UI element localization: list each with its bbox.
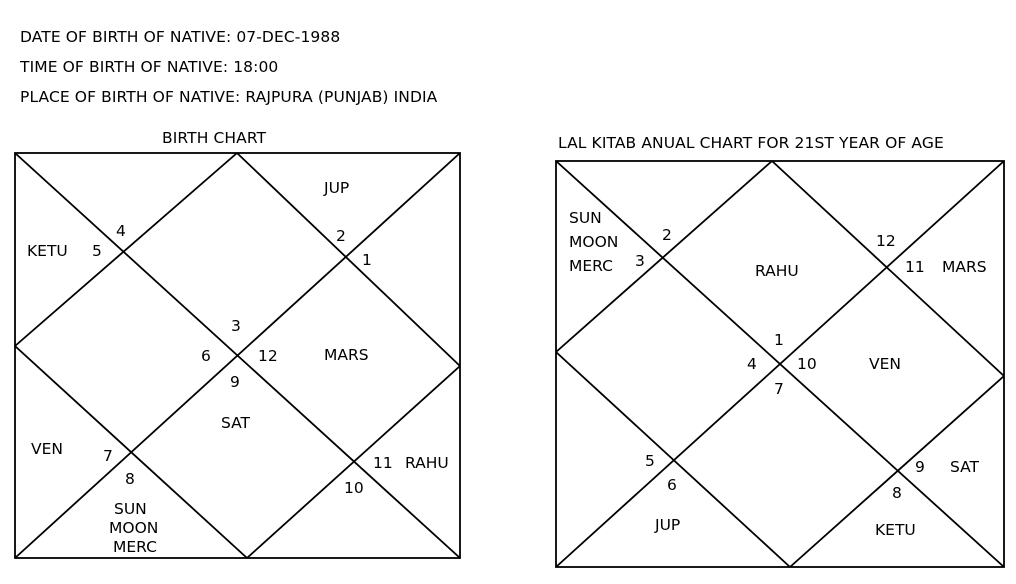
house-number: 12 — [258, 347, 278, 365]
annual-chart-grid — [556, 161, 1004, 567]
planet-label: SAT — [950, 458, 979, 476]
house-number: 10 — [797, 355, 817, 373]
house-number: 6 — [667, 476, 677, 494]
house-number: 4 — [116, 222, 126, 240]
house-number: 7 — [103, 447, 113, 465]
date-of-birth-line: DATE OF BIRTH OF NATIVE: 07-DEC-1988 — [20, 28, 341, 46]
planet-label: KETU — [27, 242, 68, 260]
house-number: 4 — [747, 355, 757, 373]
house-number: 9 — [915, 458, 925, 476]
planet-label: RAHU — [755, 262, 799, 280]
planet-label: MERC — [569, 257, 613, 275]
house-number: 11 — [373, 454, 393, 472]
house-number: 8 — [125, 470, 135, 488]
planet-label: KETU — [875, 521, 916, 539]
house-number: 1 — [362, 251, 372, 269]
house-number: 7 — [774, 380, 784, 398]
house-number: 9 — [230, 373, 240, 391]
birth-chart-title: BIRTH CHART — [162, 129, 267, 147]
planet-label: JUP — [655, 516, 681, 534]
planet-label: MOON — [109, 519, 159, 537]
planet-label: VEN — [31, 440, 63, 458]
birth-chart-grid — [15, 153, 460, 558]
planet-label: SUN — [569, 209, 602, 227]
house-number: 3 — [231, 317, 241, 335]
house-number: 10 — [344, 479, 364, 497]
planet-label: MOON — [569, 233, 619, 251]
planet-label: SUN — [114, 500, 147, 518]
house-number: 3 — [635, 252, 645, 270]
house-number: 2 — [662, 226, 672, 244]
house-number: 2 — [336, 227, 346, 245]
time-of-birth-line: TIME OF BIRTH OF NATIVE: 18:00 — [20, 58, 279, 76]
planet-label: RAHU — [405, 454, 449, 472]
planet-label: MERC — [113, 538, 157, 556]
place-of-birth-line: PLACE OF BIRTH OF NATIVE: RAJPURA (PUNJAB) INDIA — [20, 88, 438, 106]
house-number: 6 — [201, 347, 211, 365]
house-number: 12 — [876, 232, 896, 250]
annual-chart-title: LAL KITAB ANUAL CHART FOR 21ST YEAR OF AGE — [558, 134, 944, 152]
house-number: 5 — [645, 452, 655, 470]
planet-label: VEN — [869, 355, 901, 373]
house-number: 8 — [892, 484, 902, 502]
house-number: 5 — [92, 242, 102, 260]
planet-label: MARS — [324, 346, 369, 364]
planet-label: JUP — [324, 179, 350, 197]
house-number: 1 — [774, 331, 784, 349]
house-number: 11 — [905, 258, 925, 276]
birth-chart-planets — [27, 179, 449, 556]
planet-label: MARS — [942, 258, 987, 276]
planet-label: SAT — [221, 414, 250, 432]
